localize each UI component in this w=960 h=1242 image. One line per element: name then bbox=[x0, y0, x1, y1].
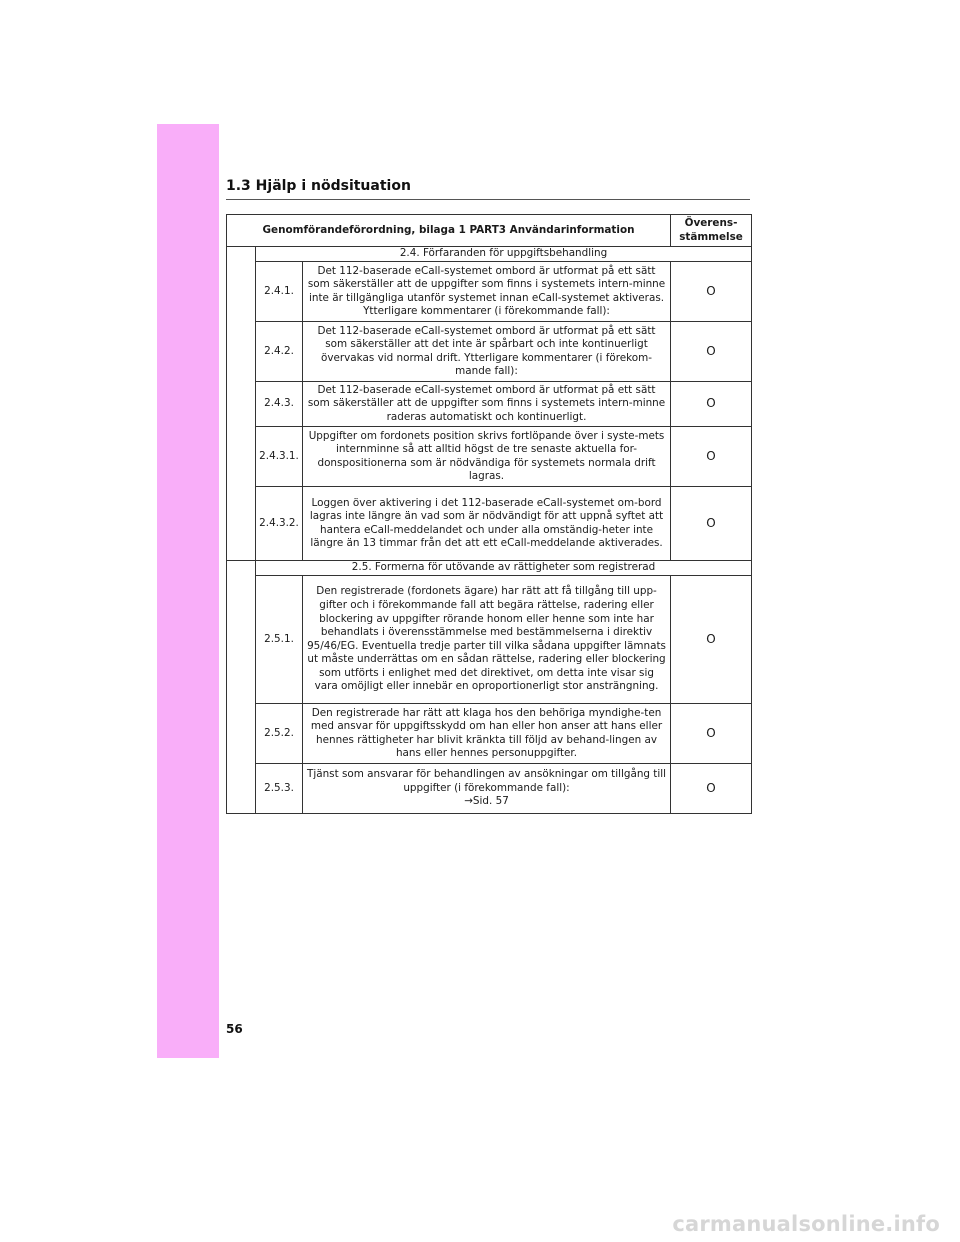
group-heading: 2.5. Formerna för utövande av rättigheter som registrerad bbox=[256, 561, 752, 576]
section-divider bbox=[226, 199, 750, 200]
group-heading-row bbox=[227, 561, 752, 576]
row-conformity: O bbox=[671, 764, 752, 814]
header-regulation: Genomförandeförordning, bilaga 1 PART3 Användarinformation bbox=[227, 215, 671, 247]
row-number: 2.4.2. bbox=[256, 322, 303, 382]
row-text-cell bbox=[303, 764, 671, 814]
table-row bbox=[227, 427, 752, 487]
row-conformity: O bbox=[671, 704, 752, 764]
watermark: carmanualsonline.info bbox=[672, 1212, 940, 1236]
row-text: Uppgifter om fordonets position skrivs fortlöpande över i syste-mets internminne så att alltid högst de tre senaste aktuella for-donspositionerna som är nödvändiga för systemets normala drift lagras. bbox=[303, 427, 671, 487]
row-text: Den registrerade har rätt att klaga hos den behöriga myndighe-ten med ansvar för uppgiftsskydd om han eller hon anser att hans eller hennes rättigheter har blivit kränkta till följd av behand-lingen av hans eller hennes personuppgifter. bbox=[303, 704, 671, 764]
row-conformity: O bbox=[671, 487, 752, 561]
row-text: Det 112-baserade eCall-systemet ombord är utformat på ett sätt som säkerställer att de uppgifter som finns i systemets intern-minne raderas automatiskt och kontinuerligt. bbox=[303, 382, 671, 427]
table-row bbox=[227, 382, 752, 427]
table-row bbox=[227, 576, 752, 704]
row-conformity: O bbox=[671, 576, 752, 704]
group-heading: 2.4. Förfaranden för uppgiftsbehandling bbox=[256, 247, 752, 262]
chapter-side-tab bbox=[157, 124, 219, 1058]
row-conformity: O bbox=[671, 322, 752, 382]
row-number: 2.5.3. bbox=[256, 764, 303, 814]
table-row bbox=[227, 764, 752, 814]
row-text: Tjänst som ansvarar för behandlingen av ansökningar om tillgång till uppgifter (i förekommande fall): bbox=[306, 768, 667, 794]
group-heading-row bbox=[227, 247, 752, 262]
section-title: 1.3 Hjälp i nödsituation bbox=[226, 178, 411, 194]
row-text: Den registrerade (fordonets ägare) har rätt att få tillgång till upp-gifter och i förekommande fall att begära rättelse, radering eller blockering av uppgifter rörande honom eller henne som inte har behandlats i överensstämmelse med bestämmelserna i direktiv 95/46/EG. Eventuella tredje parter till vilka sådana uppgifter lämnats ut måste underrättas om en sådan rättelse, radering eller blockering som utförts i enlighet med det direktivet, om detta inte visar sig vara omöjligt eller innebär en oproportionerligt stor ansträngning. bbox=[303, 576, 671, 704]
table-row bbox=[227, 322, 752, 382]
page-reference-link[interactable]: →Sid. 57 bbox=[464, 795, 509, 808]
table-row bbox=[227, 262, 752, 322]
row-number: 2.4.3.1. bbox=[256, 427, 303, 487]
user-information-table bbox=[226, 214, 752, 814]
row-conformity: O bbox=[671, 382, 752, 427]
row-text: Loggen över aktivering i det 112-baserade eCall-systemet om-bord lagras inte längre än vad som är nödvändigt för att uppnå syftet att hantera eCall-meddelandet och under alla omständig-heter inte längre än 13 timmar från det att ett eCall-meddelande aktiverades. bbox=[303, 487, 671, 561]
row-number: 2.4.3. bbox=[256, 382, 303, 427]
group-spacer-cell bbox=[227, 561, 256, 814]
row-number: 2.4.1. bbox=[256, 262, 303, 322]
page-number: 56 bbox=[226, 1022, 243, 1036]
row-text: Det 112-baserade eCall-systemet ombord är utformat på ett sätt som säkerställer att det inte är spårbart och inte kontinuerligt övervakas vid normal drift. Ytterligare kommentarer (i förekom-mande fall): bbox=[303, 322, 671, 382]
table-header-row bbox=[227, 215, 752, 247]
row-number: 2.5.2. bbox=[256, 704, 303, 764]
table-row bbox=[227, 487, 752, 561]
header-conformity: Överens- stämmelse bbox=[671, 215, 752, 247]
row-text: Det 112-baserade eCall-systemet ombord är utformat på ett sätt som säkerställer att de uppgifter som finns i systemets intern-minne inte är tillgängliga utanför systemet innan eCall-systemet aktiveras. Ytterligare kommentarer (i förekommande fall): bbox=[303, 262, 671, 322]
row-conformity: O bbox=[671, 262, 752, 322]
row-conformity: O bbox=[671, 427, 752, 487]
table-row bbox=[227, 704, 752, 764]
row-number: 2.5.1. bbox=[256, 576, 303, 704]
group-spacer-cell bbox=[227, 247, 256, 561]
row-number: 2.4.3.2. bbox=[256, 487, 303, 561]
